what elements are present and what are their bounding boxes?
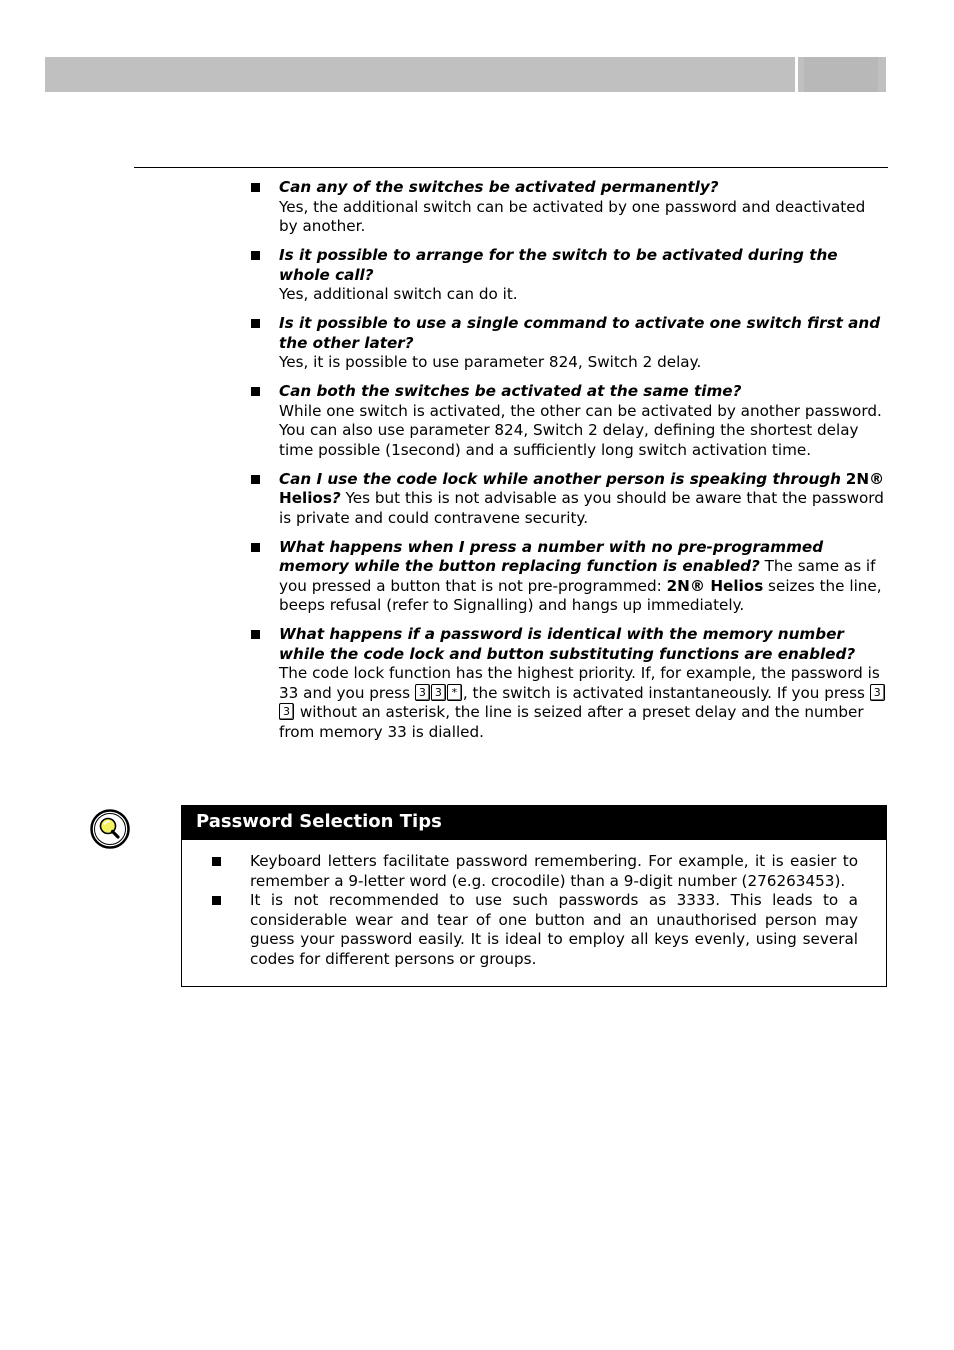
- faq-question: Is it possible to arrange for the switch to be activated during the whole call?: [279, 246, 838, 284]
- faq-answer: While one switch is activated, the other can be activated by another password. You can also use parameter 824, Switch 2 delay, defining the shortest delay time possible (1second) and a sufficiently long switch activation time.: [279, 401, 882, 459]
- square-bullet-icon: [251, 543, 260, 552]
- faq-question: What happens when I press a number with no pre-programmed memory while the button replacing function is enabled?: [279, 537, 824, 575]
- square-bullet-icon: [212, 896, 221, 905]
- tip-text: Keyboard letters facilitate password remembering. For example, it is easier to remember a 9-letter word (e.g. crocodile) than a 9-digit number (276263453).: [250, 852, 858, 890]
- faq-question: Is it possible to use a single command to activate one switch first and the other later?: [279, 314, 881, 352]
- square-bullet-icon: [251, 475, 260, 484]
- product-name: 2N® Helios: [279, 469, 885, 507]
- faq-item: [248, 178, 888, 237]
- faq-answer: Yes, it is possible to use parameter 824, Switch 2 delay.: [279, 353, 702, 371]
- faq-question: Can any of the switches be activated permanently?: [279, 178, 719, 196]
- faq-item: [248, 246, 888, 305]
- faq-item: [248, 470, 888, 529]
- faq-answer-continued: without an asterisk, the line is seized after a preset delay and the number from memory 33 is dialled.: [279, 703, 864, 741]
- section-divider: [134, 167, 888, 168]
- faq-item: [248, 625, 888, 742]
- square-bullet-icon: [251, 387, 260, 396]
- faq-answer: The code lock function has the highest priority. If, for example, the password is 33 and you press: [279, 664, 880, 702]
- faq-question: Can both the switches be activated at the same time?: [279, 382, 742, 400]
- key-3-icon: 3: [431, 684, 446, 701]
- faq-list: [248, 178, 888, 752]
- faq-answer: Yes but this is not advisable as you should be aware that the password is private and could contravene security.: [279, 489, 884, 527]
- tips-title: Password Selection Tips: [182, 806, 886, 840]
- product-name: 2N® Helios: [666, 576, 764, 595]
- faq-item: [248, 538, 888, 616]
- header-page-tab: [798, 57, 886, 92]
- square-bullet-icon: [212, 857, 221, 866]
- key-3-icon: 3: [279, 703, 294, 720]
- tips-box: [181, 805, 887, 987]
- faq-answer-continued: , the switch is activated instantaneously. If you press: [462, 683, 870, 702]
- square-bullet-icon: [251, 183, 260, 192]
- header-bar: [45, 57, 795, 92]
- faq-answer: The same as if you pressed a button that is not pre-programmed:: [279, 557, 876, 595]
- tip-text: It is not recommended to use such passwords as 3333. This leads to a considerable wear and tear of one button and an unauthorised person may guess your password easily. It is ideal to employ all keys evenly, using several codes for different persons or groups.: [250, 891, 858, 968]
- faq-item: [248, 314, 888, 373]
- square-bullet-icon: [251, 251, 260, 260]
- faq-question: What happens if a password is identical with the memory number while the code lock and button substituting functions are enabled?: [279, 625, 856, 663]
- tip-item: [182, 852, 858, 891]
- faq-question: Can I use the code lock while another person is speaking through: [279, 469, 841, 488]
- square-bullet-icon: [251, 319, 260, 328]
- question-mark: ?: [331, 489, 341, 507]
- key-3-icon: 3: [870, 684, 885, 701]
- faq-answer-continued: seizes the line, beeps refusal (refer to Signalling) and hangs up immediately.: [279, 576, 882, 614]
- lightbulb-icon: [90, 809, 130, 849]
- tips-list: [182, 840, 886, 969]
- key-3-icon: 3: [415, 684, 430, 701]
- tip-item: [182, 891, 858, 969]
- faq-answer: Yes, additional switch can do it.: [279, 285, 518, 303]
- faq-item: [248, 382, 888, 460]
- key-asterisk-icon: *: [447, 684, 462, 701]
- square-bullet-icon: [251, 630, 260, 639]
- faq-answer: Yes, the additional switch can be activated by one password and deactivated by another.: [279, 197, 866, 235]
